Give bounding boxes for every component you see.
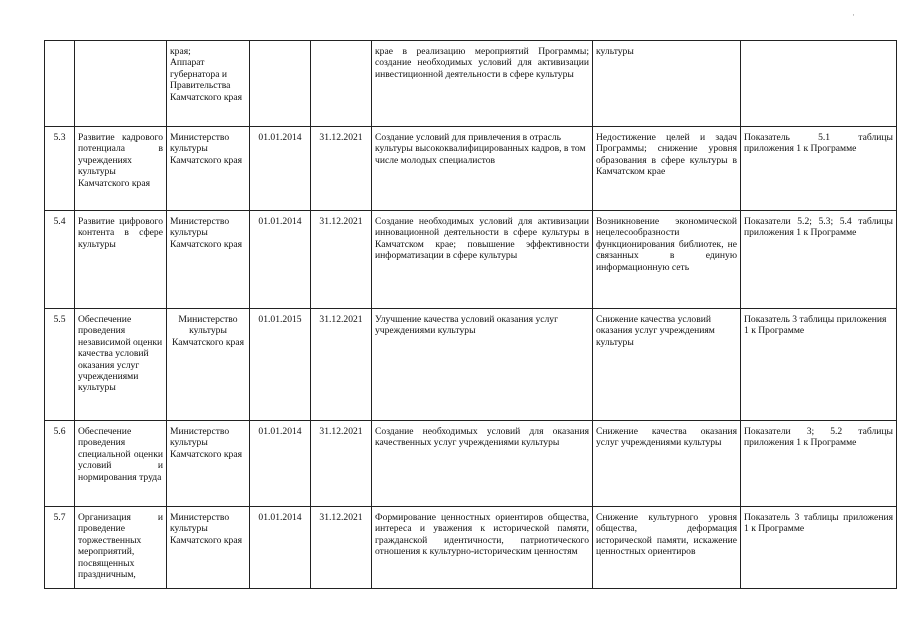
cell-consequences: Снижение качества оказания услуг учреждениями культуры: [593, 421, 741, 507]
table-row: [45, 421, 897, 507]
page-mark: ·: [852, 10, 855, 20]
cell-executor: края; Аппарат губернатора и Правительства Камчатского края: [167, 41, 250, 127]
table-row: [45, 127, 897, 211]
table-row: [45, 211, 897, 309]
cell-expected-result: Создание необходимых условий для активизации инновационной деятельности в сфере культуры в Камчатском крае; повышение эффективности информатизации в сфере культуры: [372, 211, 593, 309]
cell-indicators: Показатель 3 таблицы приложения 1 к Программе: [741, 309, 897, 421]
cell-expected-result: Создание условий для привлечения в отрасль культуры высококвалифицированных кадров, в том числе молодых специалистов: [372, 127, 593, 211]
cell-indicators: [741, 41, 897, 127]
cell-end-date: 31.12.2021: [311, 421, 372, 507]
cell-indicators: Показатели 5.2; 5.3; 5.4 таблицы приложения 1 к Программе: [741, 211, 897, 309]
cell-number: 5.5: [45, 309, 75, 421]
cell-name: Развитие кадрового потенциала в учреждениях культуры Камчатского края: [75, 127, 167, 211]
cell-executor: Министерство культуры Камчатского края: [167, 211, 250, 309]
cell-executor: Министерство культуры Камчатского края: [167, 127, 250, 211]
cell-name: Развитие цифрового контента в сфере культуры: [75, 211, 167, 309]
cell-start-date: [250, 41, 311, 127]
cell-consequences: культуры: [593, 41, 741, 127]
cell-consequences: Снижение культурного уровня общества, деформация исторической памяти, искажение ценностных ориентиров: [593, 507, 741, 589]
cell-end-date: 31.12.2021: [311, 507, 372, 589]
table-row: [45, 309, 897, 421]
cell-start-date: 01.01.2014: [250, 127, 311, 211]
table-row-continuation: [45, 41, 897, 127]
cell-end-date: 31.12.2021: [311, 309, 372, 421]
cell-consequences: Снижение качества условий оказания услуг учреждениям культуры: [593, 309, 741, 421]
cell-executor: Министерство культуры Камчатского края: [167, 421, 250, 507]
cell-executor: Министерство культуры Камчатского края: [167, 309, 250, 421]
cell-expected-result: Улучшение качества условий оказания услуг учреждениями культуры: [372, 309, 593, 421]
cell-number: 5.6: [45, 421, 75, 507]
cell-indicators: Показатели 3; 5.2 таблицы приложения 1 к Программе: [741, 421, 897, 507]
cell-indicators: Показатель 3 таблицы приложения 1 к Программе: [741, 507, 897, 589]
cell-consequences: Возникновение экономической нецелесообразности функционирования библиотек, не связанных в единую информационную сеть: [593, 211, 741, 309]
cell-start-date: 01.01.2014: [250, 421, 311, 507]
cell-number: [45, 41, 75, 127]
program-measures-table: [44, 40, 897, 589]
cell-start-date: 01.01.2015: [250, 309, 311, 421]
cell-end-date: [311, 41, 372, 127]
cell-start-date: 01.01.2014: [250, 211, 311, 309]
cell-end-date: 31.12.2021: [311, 127, 372, 211]
table-row: [45, 507, 897, 589]
cell-expected-result: крае в реализацию мероприятий Программы; создание необходимых условий для активизации инвестиционной деятельности в сфере культуры: [372, 41, 593, 127]
cell-executor: Министерство культуры Камчатского края: [167, 507, 250, 589]
cell-end-date: 31.12.2021: [311, 211, 372, 309]
cell-number: 5.3: [45, 127, 75, 211]
cell-expected-result: Создание необходимых условий для оказания качественных услуг учреждениями культуры: [372, 421, 593, 507]
cell-indicators: Показатель 5.1 таблицы приложения 1 к Программе: [741, 127, 897, 211]
cell-consequences: Недостижение целей и задач Программы; снижение уровня образования в сфере культуры в Камчатском крае: [593, 127, 741, 211]
cell-name: Обеспечение проведения специальной оценки условий и нормирования труда: [75, 421, 167, 507]
cell-expected-result: Формирование ценностных ориентиров общества, интереса и уважения к исторической памяти, гражданской идентичности, патриотического отношения к культурно-историческим ценностям: [372, 507, 593, 589]
cell-number: 5.7: [45, 507, 75, 589]
cell-number: 5.4: [45, 211, 75, 309]
cell-start-date: 01.01.2014: [250, 507, 311, 589]
cell-name: Организация и проведение торжественных мероприятий, посвященных праздничным,: [75, 507, 167, 589]
cell-name: [75, 41, 167, 127]
cell-name: Обеспечение проведения независимой оценки качества условий оказания услуг учреждениями культуры: [75, 309, 167, 421]
